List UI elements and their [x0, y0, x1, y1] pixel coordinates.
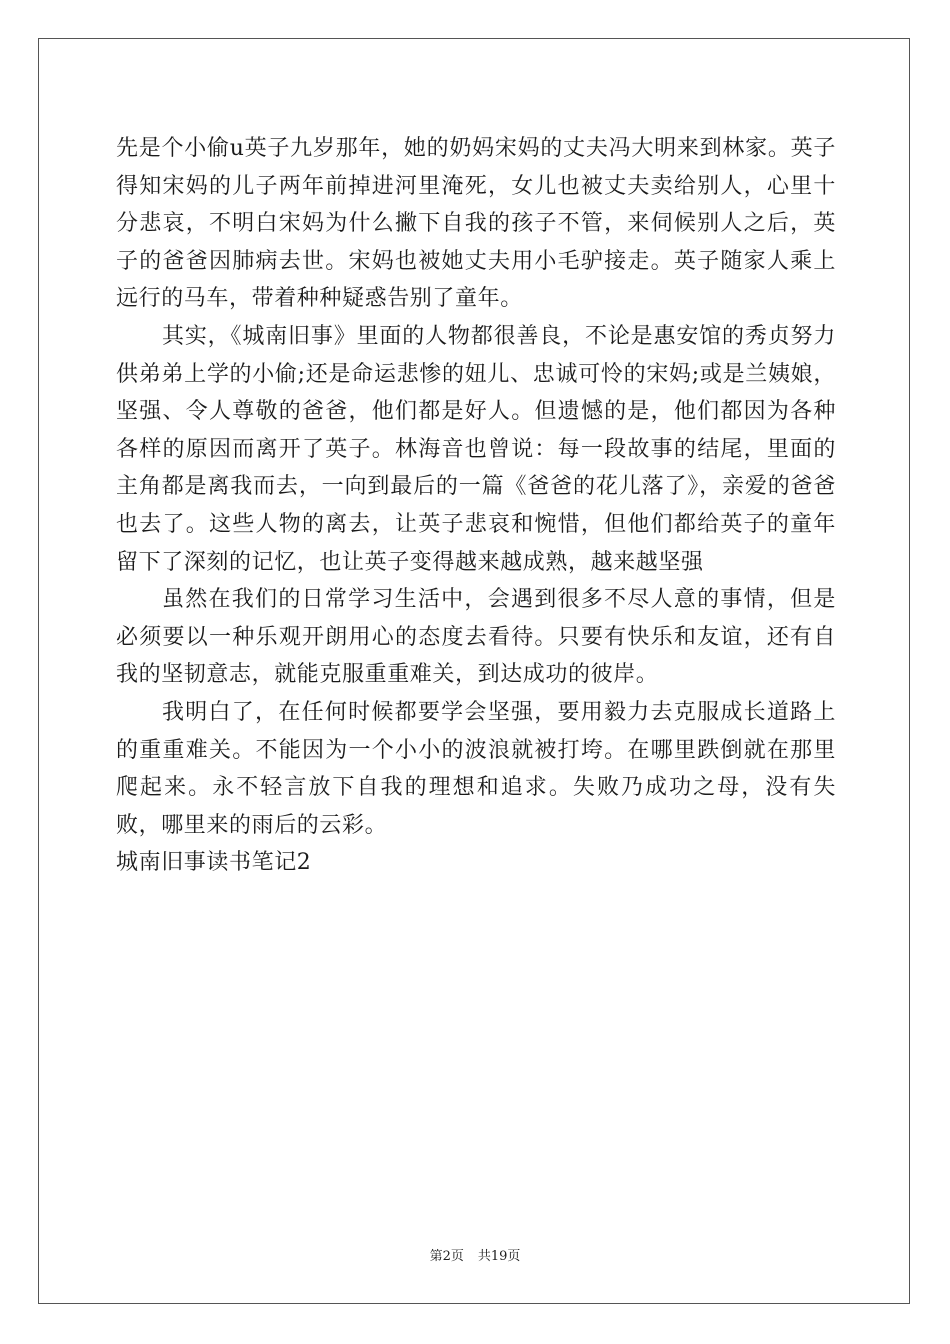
- paragraph-3: 虽然在我们的日常学习生活中，会遇到很多不尽人意的事情，但是必须要以一种乐观开朗用心的态度去看待。只要有快乐和友谊，还有自我的坚韧意志，就能克服重重难关，到达成功的彼岸。: [116, 587, 836, 688]
- page-footer: [0, 1249, 950, 1265]
- page-number-current: 第2页: [429, 1249, 464, 1264]
- page-number-total: 共19页: [477, 1249, 521, 1264]
- document-body: [116, 130, 836, 882]
- paragraph-1: 先是个小偷u英子九岁那年，她的奶妈宋妈的丈夫冯大明来到林家。英子得知宋妈的儿子两年前掉进河里淹死，女儿也被丈夫卖给别人，心里十分悲哀，不明白宋妈为什么撇下自我的孩子不管，来伺候别人之后，英子的爸爸因肺病去世。宋妈也被她丈夫用小毛驴接走。英子随家人乘上远行的马车，带着种种疑惑告别了童年。: [116, 136, 836, 312]
- paragraph-4: 我明白了，在任何时候都要学会坚强，要用毅力去克服成长道路上的重重难关。不能因为一个小小的波浪就被打垮。在哪里跌倒就在那里爬起来。永不轻言放下自我的理想和追求。失败乃成功之母，没有失败，哪里来的雨后的云彩。: [116, 699, 836, 838]
- paragraph-2: 其实，《城南旧事》里面的人物都很善良，不论是惠安馆的秀贞努力供弟弟上学的小偷;还是命运悲惨的妞儿、忠诚可怜的宋妈;或是兰姨娘，坚强、令人尊敬的爸爸，他们都是好人。但遗憾的是，他们都因为各种各样的原因而离开了英子。林海音也曾说：每一段故事的结尾，里面的主角都是离我而去，一向到最后的一篇《爸爸的花儿落了》，亲爱的爸爸也去了。这些人物的离去，让英子悲哀和惋惜，但他们都给英子的童年留下了深刻的记忆，也让英子变得越来越成熟，越来越坚强: [116, 323, 836, 575]
- section-heading: 城南旧事读书笔记2: [116, 850, 312, 876]
